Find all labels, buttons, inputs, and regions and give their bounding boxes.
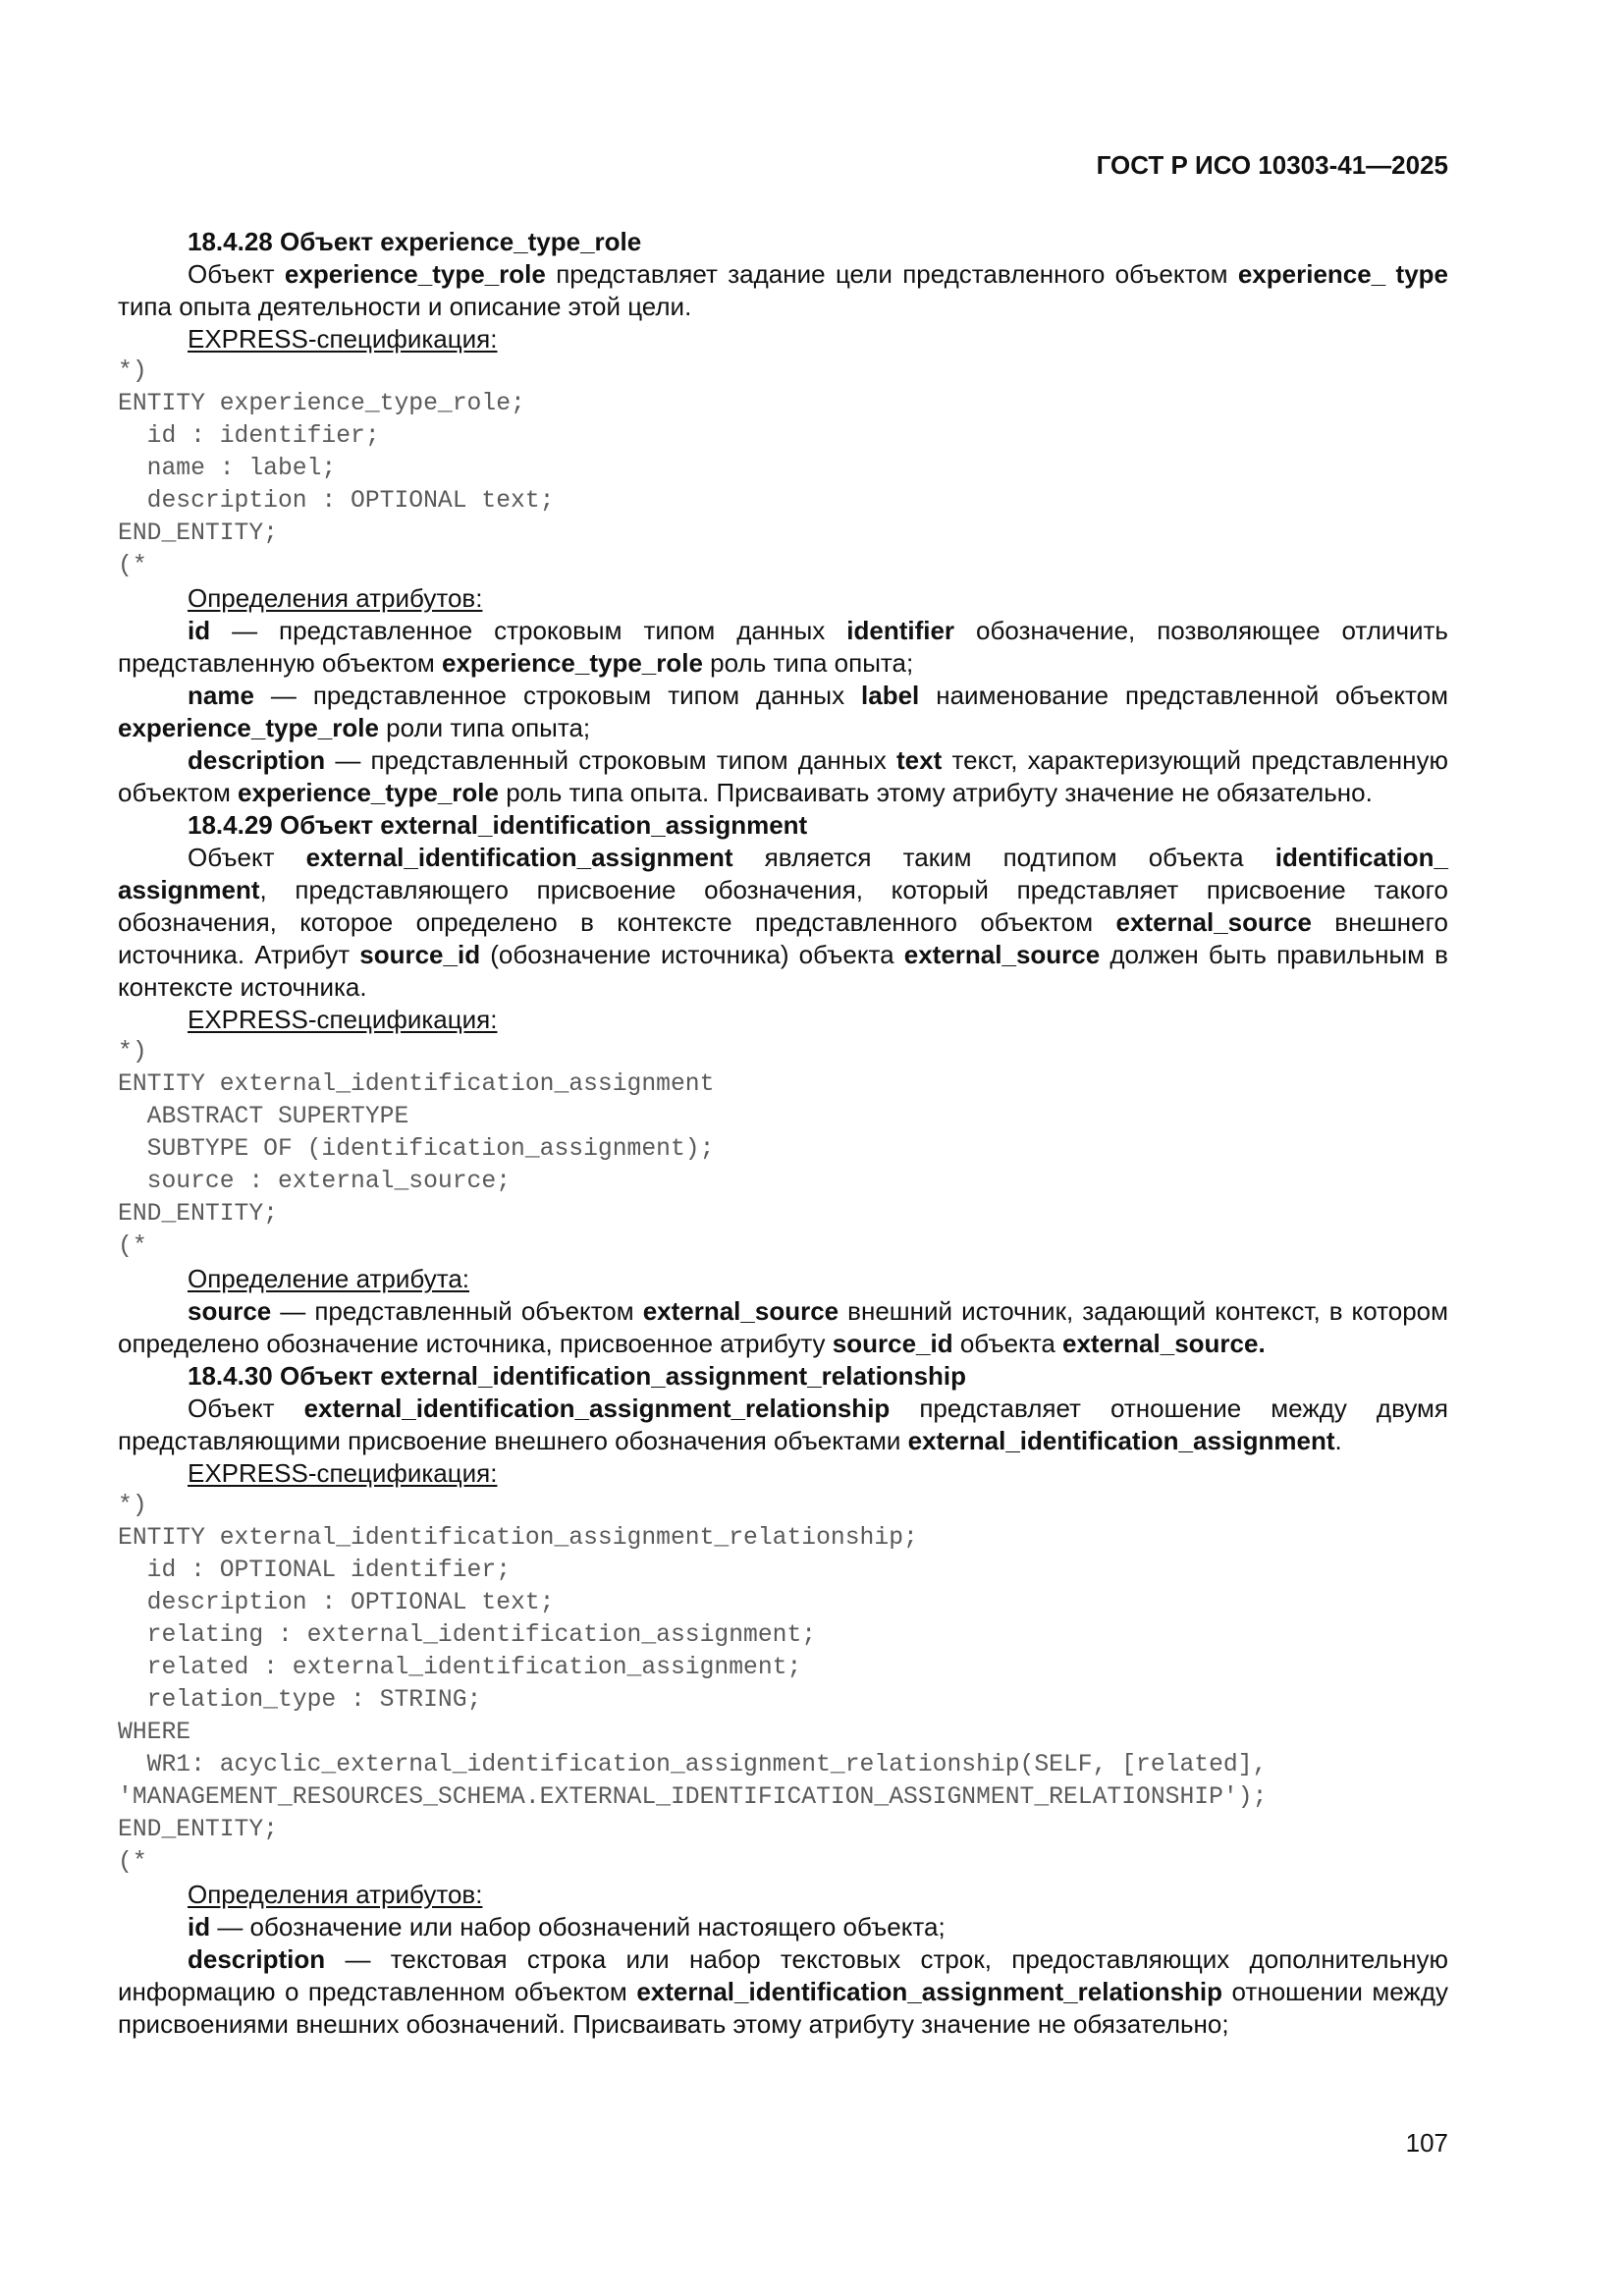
text-run: Объект bbox=[188, 843, 306, 872]
document-body bbox=[118, 226, 1448, 2041]
text-run: роль типа опыта; bbox=[702, 648, 914, 678]
definitions-label bbox=[118, 1263, 1448, 1295]
text-run: — представленный объектом bbox=[271, 1296, 643, 1326]
attribute-definition bbox=[118, 1295, 1448, 1360]
text-run: должен быть правильным в контексте источника. bbox=[118, 940, 1448, 1002]
bold-term: source_id bbox=[832, 1329, 953, 1358]
express-label-text: EXPRESS-спецификация: bbox=[188, 1458, 498, 1488]
express-label bbox=[118, 1457, 1448, 1490]
text-run: объекта bbox=[952, 1329, 1063, 1358]
express-label-text: EXPRESS-спецификация: bbox=[188, 1005, 498, 1034]
bold-term: description bbox=[188, 1944, 326, 1974]
text-run: , представляющего присвоение обозначения, который представляет присвоение такого обозначения, которое определено в контексте представленного объектом bbox=[118, 875, 1448, 937]
text-run: (обозначение источника) объекта bbox=[480, 940, 904, 969]
definitions-label bbox=[118, 1879, 1448, 1911]
text-run: наименование представленной объектом bbox=[919, 681, 1449, 710]
express-label bbox=[118, 1004, 1448, 1036]
bold-term: external_identification_assignment_relationship bbox=[303, 1394, 891, 1423]
bold-term: source_id bbox=[359, 940, 481, 969]
section-intro bbox=[118, 258, 1448, 323]
bold-term: id bbox=[188, 1912, 211, 1941]
text-run: внешнего источника. Атрибут bbox=[118, 907, 1448, 969]
express-code: *) ENTITY external_identification_assignment_relationship; id : OPTIONAL identifier; description : OPTIONAL text; relating : external_identification_assignment; related : external_identification_assignment; relation_type : STRING; WHERE WR1: acyclic_external_identification_assignment_relationship(SELF, [related], 'MANAGEMENT_RESOURCES_SCHEMA.EXTERNAL_IDENTIFICATION_ASSIGNMENT_RELATIONSHIP'); END_ENTITY; (* bbox=[118, 1492, 1268, 1876]
bold-term: identification_ assignment bbox=[118, 843, 1448, 904]
bold-term: label bbox=[861, 681, 920, 710]
attribute-definition bbox=[118, 1911, 1448, 1943]
section-heading-text: 18.4.29 Объект external_identification_assignment bbox=[188, 810, 808, 840]
definitions-label bbox=[118, 582, 1448, 615]
text-run: является таким подтипом объекта bbox=[732, 843, 1275, 872]
bold-term: external_source bbox=[1115, 907, 1312, 937]
bold-term: experience_type_role bbox=[118, 713, 379, 742]
document-header: ГОСТ Р ИСО 10303-41—2025 bbox=[1096, 150, 1448, 180]
definitions-label-text: Определения атрибутов: bbox=[188, 1880, 483, 1909]
bold-term: name bbox=[188, 681, 254, 710]
text-run: текст, характеризующий представленную объектом bbox=[118, 745, 1448, 807]
express-code: *) ENTITY external_identification_assignment ABSTRACT SUPERTYPE SUBTYPE OF (identification_assignment); source : external_source; END_ENTITY; (* bbox=[118, 1038, 715, 1260]
bold-term: text bbox=[896, 745, 943, 775]
text-run: . bbox=[1334, 1426, 1342, 1455]
text-run: представляет отношение между двумя представляющими присвоение внешнего обозначения объектами bbox=[118, 1394, 1449, 1455]
section-heading-text: 18.4.28 Объект experience_type_role bbox=[188, 227, 642, 256]
section-heading bbox=[118, 1360, 1448, 1393]
bold-term: external_identification_assignment_relationship bbox=[636, 1977, 1223, 2006]
bold-term: experience_ type bbox=[1237, 259, 1448, 289]
bold-term: external_source. bbox=[1062, 1329, 1266, 1358]
text-run: обозначение, позволяющее отличить представленную объектом bbox=[118, 616, 1448, 678]
attribute-definition bbox=[118, 680, 1448, 744]
definitions-label-text: Определения атрибутов: bbox=[188, 583, 483, 613]
bold-term: id bbox=[188, 616, 211, 645]
section-intro bbox=[118, 842, 1448, 1004]
bold-term: experience_type_role bbox=[284, 259, 546, 289]
section-heading bbox=[118, 226, 1448, 258]
bold-term: experience_type_role bbox=[442, 648, 703, 678]
bold-term: source bbox=[188, 1296, 272, 1326]
text-run: — обозначение или набор обозначений настоящего объекта; bbox=[210, 1912, 946, 1941]
bold-term: experience_type_role bbox=[238, 778, 499, 807]
attribute-definition bbox=[118, 1943, 1448, 2041]
section-intro bbox=[118, 1393, 1448, 1457]
text-run: отношении между присвоениями внешних обозначений. Присваивать этому атрибуту значение не обязательно; bbox=[118, 1977, 1448, 2039]
text-run: — представленный строковым типом данных bbox=[325, 745, 897, 775]
bold-term: external_identification_assignment bbox=[305, 843, 733, 872]
bold-term: external_source bbox=[642, 1296, 839, 1326]
bold-term: external_source bbox=[903, 940, 1101, 969]
text-run: роли типа опыта; bbox=[378, 713, 591, 742]
text-run: — текстовая строка или набор текстовых строк, предоставляющих дополнительную информацию о представленном объектом bbox=[118, 1944, 1448, 2006]
bold-term: description bbox=[188, 745, 326, 775]
text-run: Объект bbox=[188, 259, 285, 289]
page-number: 107 bbox=[1405, 2128, 1448, 2158]
definitions-label-text: Определение атрибута: bbox=[188, 1264, 470, 1293]
express-label-text: EXPRESS-спецификация: bbox=[188, 324, 498, 354]
express-label bbox=[118, 323, 1448, 355]
text-run: представляет задание цели представленного объектом bbox=[545, 259, 1238, 289]
text-run: типа опыта деятельности и описание этой цели. bbox=[118, 292, 692, 321]
bold-term: external_identification_assignment bbox=[907, 1426, 1335, 1455]
text-run: внешний источник, задающий контекст, в котором определено обозначение источника, присвоенное атрибуту bbox=[118, 1296, 1448, 1358]
text-run: роль типа опыта. Присваивать этому атрибуту значение не обязательно. bbox=[498, 778, 1373, 807]
text-run: — представленное строковым типом данных bbox=[253, 681, 862, 710]
attribute-definition bbox=[118, 744, 1448, 809]
express-code: *) ENTITY experience_type_role; id : identifier; name : label; description : OPTIONAL text; END_ENTITY; (* bbox=[118, 357, 555, 579]
text-run: Объект bbox=[188, 1394, 304, 1423]
section-heading-text: 18.4.30 Объект external_identification_assignment_relationship bbox=[188, 1361, 967, 1391]
text-run: — представленное строковым типом данных bbox=[210, 616, 847, 645]
bold-term: identifier bbox=[846, 616, 955, 645]
section-heading bbox=[118, 809, 1448, 842]
attribute-definition bbox=[118, 615, 1448, 680]
